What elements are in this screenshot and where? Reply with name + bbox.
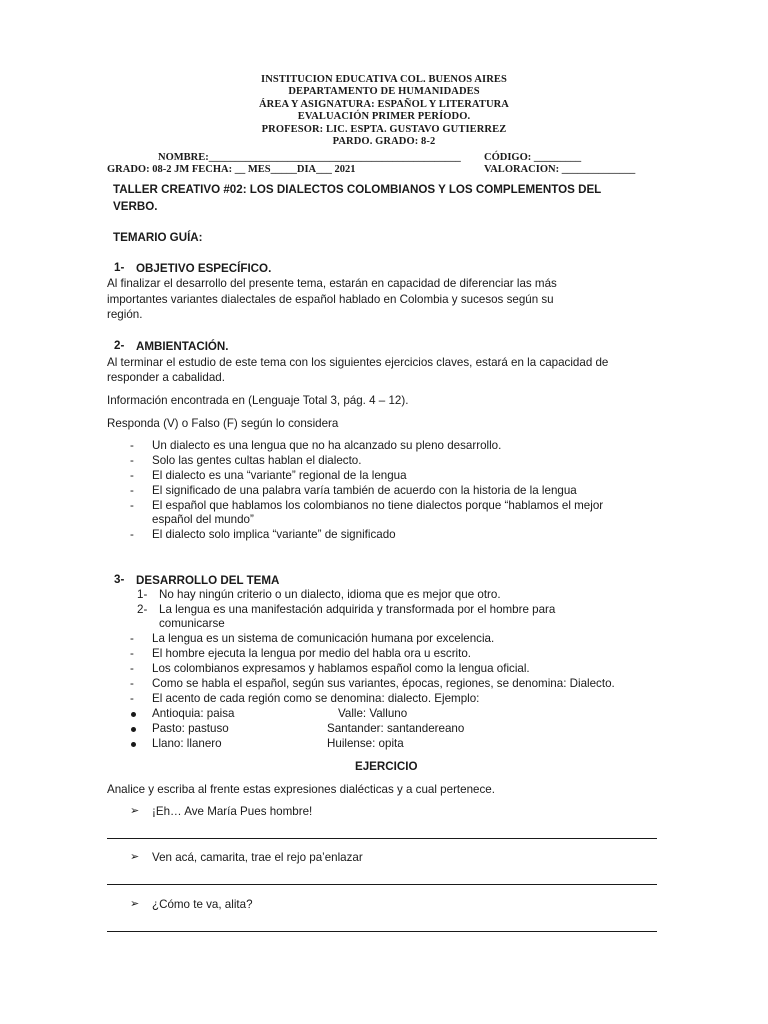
dialect-region: Valle: Valluno: [338, 707, 408, 720]
dialect-region: Pasto: pastuso: [152, 722, 229, 735]
true-false-instruction: Responda (V) o Falso (F) según lo considera: [107, 417, 339, 430]
header-department: DEPARTAMENTO DE HUMANIDADES: [288, 86, 480, 98]
section1-line: región.: [107, 308, 143, 321]
dialect-region: Llano: llanero: [152, 737, 222, 750]
topic-item: El acento de cada región como se denomina: dialecto. Ejemplo:: [152, 692, 480, 705]
temario-heading: TEMARIO GUÍA:: [113, 231, 203, 244]
dialect-region: Antioquia: paisa: [152, 707, 235, 720]
section1-line: importantes variantes dialectales de español hablado en Colombia y sucesos según su: [107, 293, 554, 306]
header-teacher: PROFESOR: LIC. ESPTA. GUSTAVO GUTIERREZ: [261, 123, 507, 135]
section2-line: Al terminar el estudio de este tema con los siguientes ejercicios claves, estará en la capacidad de: [107, 356, 609, 369]
true-false-item: El dialecto es una “variante” regional de la lengua: [152, 469, 407, 482]
section2-line: responder a cabalidad.: [107, 371, 225, 384]
dialect-region: Santander: santandereano: [327, 722, 465, 735]
dash-marker: -: [130, 647, 134, 660]
header-grade: PARDO. GRADO: 8-2: [332, 136, 436, 148]
arrow-bullet-icon: ➢: [130, 805, 140, 817]
numbered-marker: 2-: [137, 603, 148, 616]
name-field: NOMBRE:________________________________________________: [158, 152, 461, 163]
dash-marker: -: [130, 677, 134, 690]
bullet-dot: [131, 727, 136, 732]
dash-marker: -: [130, 484, 134, 497]
arrow-bullet-icon: ➢: [130, 898, 140, 910]
answer-line[interactable]: [107, 838, 657, 839]
bullet-dot: [131, 712, 136, 717]
exercise-expression: ¿Cómo te va, alita?: [152, 898, 253, 911]
workshop-title-line1: TALLER CREATIVO #02: LOS DIALECTOS COLOMBIANOS Y LOS COMPLEMENTOS DEL: [113, 183, 602, 196]
true-false-item: Un dialecto es una lengua que no ha alcanzado su pleno desarrollo.: [152, 439, 502, 452]
score-field: VALORACION: ______________: [484, 164, 636, 175]
true-false-item: Solo las gentes cultas hablan el dialecto.: [152, 454, 362, 467]
header-institution: INSTITUCION EDUCATIVA COL. BUENOS AIRES: [261, 74, 507, 85]
school-header: [0, 74, 768, 148]
topic-item: Los colombianos expresamos y hablamos español como la lengua oficial.: [152, 662, 530, 675]
section2-heading: AMBIENTACIÓN.: [136, 340, 229, 353]
dash-marker: -: [130, 469, 134, 482]
section1-line: Al finalizar el desarrollo del presente tema, estarán en capacidad de diferenciar las más: [107, 277, 557, 290]
arrow-bullet-icon: ➢: [130, 851, 140, 863]
answer-line[interactable]: [107, 931, 657, 932]
true-false-item: El significado de una palabra varía también de acuerdo con la historia de la lengua: [152, 484, 577, 497]
numbered-item-continued: comunicarse: [159, 617, 225, 630]
topic-item: Como se habla el español, según sus variantes, épocas, regiones, se denomina: Dialecto.: [152, 677, 615, 690]
dash-marker: -: [130, 632, 134, 645]
section1-number: 1-: [114, 261, 125, 274]
dash-marker: -: [130, 692, 134, 705]
grade-date-field: GRADO: 08-2 JM FECHA: __ MES_____DIA___ 2021: [107, 164, 356, 175]
bullet-dot: [131, 742, 136, 747]
exercise-expression: ¡Eh… Ave María Pues hombre!: [152, 805, 313, 818]
dialect-region: Huilense: opita: [327, 737, 404, 750]
header-subject: ÁREA Y ASIGNATURA: ESPAÑOL Y LITERATURA: [258, 98, 509, 110]
numbered-item: No hay ningún criterio o un dialecto, idioma que es mejor que otro.: [159, 588, 501, 601]
dash-marker: -: [130, 662, 134, 675]
exercise-title: EJERCICIO: [355, 760, 418, 773]
answer-line[interactable]: [107, 884, 657, 885]
dash-marker: -: [130, 528, 134, 541]
dash-marker: -: [130, 454, 134, 467]
dash-marker: -: [130, 499, 134, 512]
exercise-instruction: Analice y escriba al frente estas expresiones dialécticas y a cual pertenece.: [107, 783, 495, 796]
section3-number: 3-: [114, 573, 125, 586]
numbered-marker: 1-: [137, 588, 148, 601]
true-false-item-continued: español del mundo”: [152, 513, 254, 526]
true-false-item: El español que hablamos los colombianos no tiene dialectos porque “hablamos el mejor: [152, 499, 604, 512]
topic-item: El hombre ejecuta la lengua por medio del habla ora u escrito.: [152, 647, 472, 660]
true-false-item: El dialecto solo implica “variante” de significado: [152, 528, 396, 541]
exercise-expression: Ven acá, camarita, trae el rejo pa’enlazar: [152, 851, 363, 864]
section2-number: 2-: [114, 339, 125, 352]
code-field: CÓDIGO: _________: [484, 152, 582, 163]
section1-heading: OBJETIVO ESPECÍFICO.: [136, 262, 272, 275]
header-evaluation: EVALUACIÓN PRIMER PERÍODO.: [297, 111, 471, 123]
section3-heading: DESARROLLO DEL TEMA: [136, 574, 280, 587]
numbered-item: La lengua es una manifestación adquirida y transformada por el hombre para: [159, 603, 556, 616]
dash-marker: -: [130, 439, 134, 452]
workshop-title-line2: VERBO.: [113, 200, 158, 213]
topic-item: La lengua es un sistema de comunicación humana por excelencia.: [152, 632, 495, 645]
source-reference: Información encontrada en (Lenguaje Total 3, pág. 4 – 12).: [107, 394, 409, 407]
